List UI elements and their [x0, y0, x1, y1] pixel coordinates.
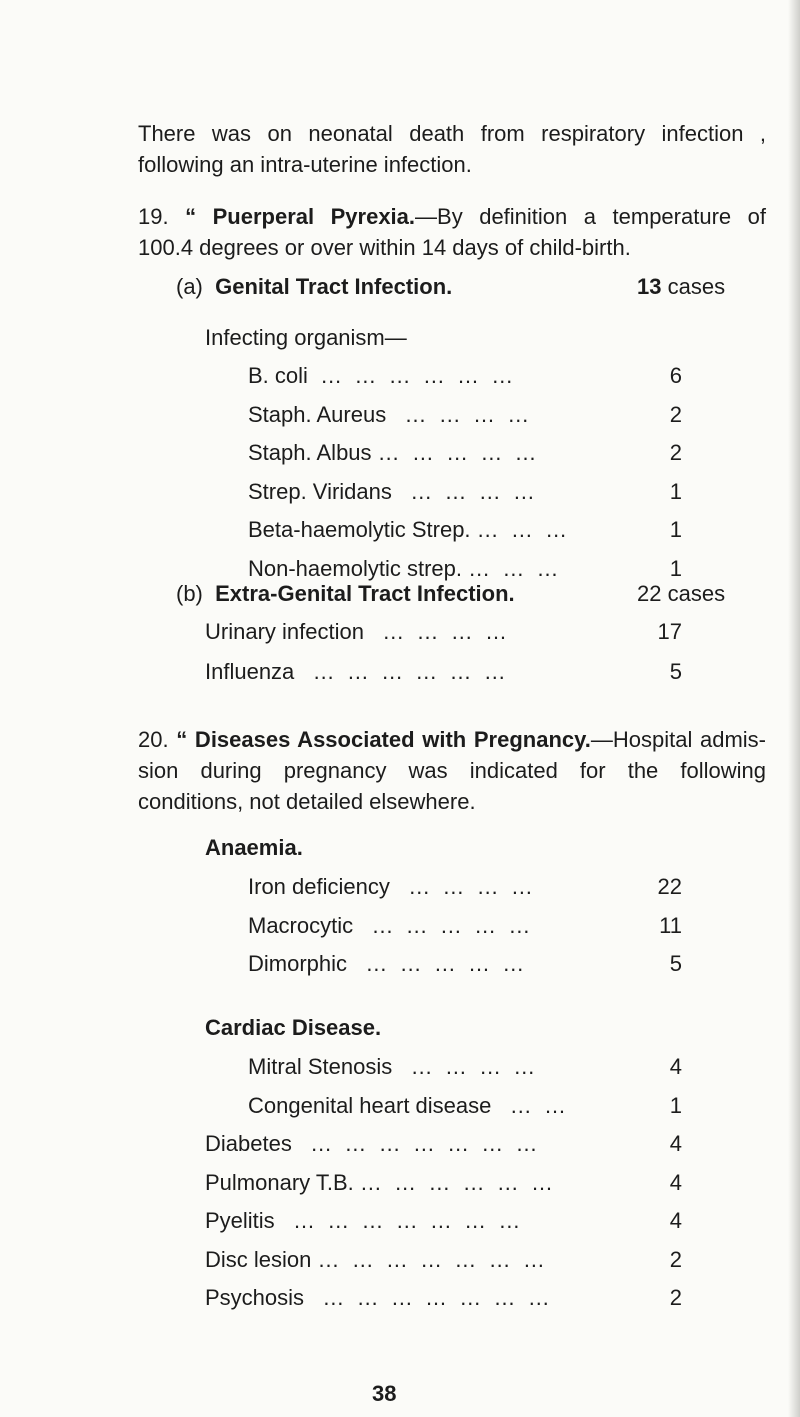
item-20-line-2: sion during pregnancy was indicated for the following — [138, 758, 766, 783]
item-20-paragraph — [138, 724, 766, 817]
cardiac-heading-row — [205, 1013, 381, 1043]
anaemia-value: 5 — [669, 951, 682, 976]
extra-genital-leader: … … … … … … — [294, 659, 506, 684]
cardiac-value: 1 — [669, 1092, 682, 1118]
condition-value: 2 — [669, 1246, 682, 1272]
anaemia-leader: … … … … … — [347, 951, 525, 976]
anaemia-value: 22 — [657, 874, 682, 899]
extra-genital-label: Influenza — [205, 659, 295, 684]
genital-organism-value: 1 — [669, 555, 682, 581]
genital-organism-label: Staph. Aureus — [248, 401, 387, 427]
item-19-title: “ Puerperal Pyrexia. — [185, 204, 416, 229]
page-number: 38 — [372, 1381, 397, 1406]
genital-organism-leader: … … … … — [391, 478, 535, 504]
anaemia-row — [248, 949, 524, 979]
condition-value: 4 — [669, 1208, 682, 1233]
cardiac-heading: Cardiac Disease. — [205, 1015, 382, 1040]
page-edge-shadow — [788, 0, 800, 1417]
intro-line-2: following an intra-uterine infection. — [138, 152, 472, 177]
genital-organism-label: Strep. Viridans — [248, 478, 392, 504]
genital-organism-row — [248, 515, 567, 545]
cardiac-leader: … … — [491, 1092, 566, 1118]
cardiac-value: 4 — [669, 1054, 682, 1079]
extra-genital-value: 17 — [657, 619, 682, 644]
extra-genital-leader: … … … … — [363, 619, 507, 644]
item-20-line-1 — [138, 724, 766, 755]
genital-organism-value: 1 — [669, 517, 682, 542]
anaemia-label: Macrocytic — [248, 912, 354, 938]
condition-leader: … … … … … … … — [291, 1131, 538, 1156]
condition-label: Psychosis — [205, 1285, 305, 1310]
item-19-number: 19. — [138, 204, 169, 229]
cardiac-row — [248, 1052, 535, 1082]
genital-organism-label: B. coli — [248, 363, 308, 388]
anaemia-label: Iron deficiency — [248, 874, 390, 899]
genital-organism-leader: … … … — [461, 555, 559, 581]
genital-organism-label: Non-haemolytic strep. — [248, 555, 462, 581]
extra-genital-unit: cases — [667, 581, 726, 606]
genital-heading-row — [176, 272, 452, 302]
condition-label: Pyelitis — [205, 1208, 275, 1233]
item-19-paragraph — [138, 201, 766, 263]
extra-genital-row — [205, 657, 506, 687]
extra-genital-heading: Extra-Genital Tract Infection. — [215, 581, 515, 606]
genital-organism-leader: … … … … … — [371, 440, 537, 465]
condition-label: Disc lesion — [205, 1246, 312, 1272]
genital-organism-value: 1 — [669, 478, 682, 504]
condition-label: Pulmonary T.B. — [205, 1169, 354, 1195]
condition-leader: … … … … … … — [353, 1169, 554, 1195]
condition-row — [205, 1206, 520, 1236]
condition-label: Diabetes — [205, 1131, 292, 1156]
extra-genital-total-row — [637, 579, 725, 609]
cardiac-row — [248, 1091, 566, 1121]
condition-row — [205, 1245, 545, 1275]
item-19-text: —By definition a temperature of — [415, 204, 766, 229]
extra-genital-value: 5 — [669, 659, 682, 684]
genital-organism-value: 6 — [669, 363, 682, 388]
extra-genital-heading-row — [176, 579, 515, 609]
anaemia-row — [248, 872, 533, 902]
anaemia-leader: … … … … … — [353, 912, 531, 938]
genital-organism-value: 2 — [669, 440, 682, 465]
item-20-line-3: conditions, not detailed elsewhere. — [138, 789, 476, 814]
extra-genital-marker: (b) — [176, 581, 203, 606]
genital-organism-leader: … … … … — [386, 401, 530, 427]
genital-unit: cases — [667, 274, 726, 299]
item-20-text: —Hospital admis- — [590, 727, 766, 752]
condition-row — [205, 1283, 550, 1313]
extra-genital-label: Urinary infection — [205, 619, 364, 644]
genital-organism-row — [248, 400, 529, 430]
condition-leader: … … … … … … … — [274, 1208, 521, 1233]
anaemia-label: Dimorphic — [248, 951, 348, 976]
item-19-line-2: 100.4 degrees or over within 14 days of child-birth. — [138, 235, 631, 260]
genital-organism-label: Staph. Albus — [248, 440, 372, 465]
anaemia-value: 11 — [659, 912, 682, 938]
anaemia-leader: … … … … — [389, 874, 533, 899]
anaemia-heading: Anaemia. — [205, 835, 303, 860]
intro-paragraph — [138, 118, 766, 180]
genital-subheading: Infecting organism— — [205, 325, 407, 350]
genital-heading: Genital Tract Infection. — [215, 274, 453, 299]
genital-organism-leader: … … … — [470, 517, 568, 542]
extra-genital-row — [205, 617, 507, 647]
condition-row — [205, 1129, 538, 1159]
anaemia-heading-row — [205, 833, 303, 863]
item-20-title: “ Diseases Associated with Pregnancy. — [176, 727, 591, 752]
genital-total-row — [637, 272, 725, 302]
genital-marker: (a) — [176, 274, 203, 299]
genital-organism-value: 2 — [669, 401, 682, 427]
genital-organism-leader: … … … … … … — [307, 363, 514, 388]
extra-genital-total: 22 — [637, 581, 662, 606]
cardiac-label: Congenital heart disease — [248, 1092, 492, 1118]
condition-value: 2 — [669, 1285, 682, 1310]
item-19-line-1 — [138, 201, 766, 232]
condition-leader: … … … … … … … — [304, 1285, 550, 1310]
intro-line-1: There was on neonatal death from respiratory infection , — [138, 121, 766, 146]
condition-row — [205, 1168, 553, 1198]
genital-organism-row — [248, 438, 537, 468]
condition-leader: … … … … … … … — [311, 1246, 545, 1272]
condition-value: 4 — [669, 1131, 682, 1156]
cardiac-leader: … … … … — [392, 1054, 536, 1079]
item-20-number: 20. — [138, 727, 169, 752]
condition-value: 4 — [669, 1169, 682, 1195]
genital-total: 13 — [637, 274, 662, 299]
genital-organism-row — [248, 477, 535, 507]
genital-organism-label: Beta-haemolytic Strep. — [248, 517, 471, 542]
anaemia-row — [248, 911, 530, 941]
cardiac-label: Mitral Stenosis — [248, 1054, 393, 1079]
genital-organism-row — [248, 361, 513, 391]
